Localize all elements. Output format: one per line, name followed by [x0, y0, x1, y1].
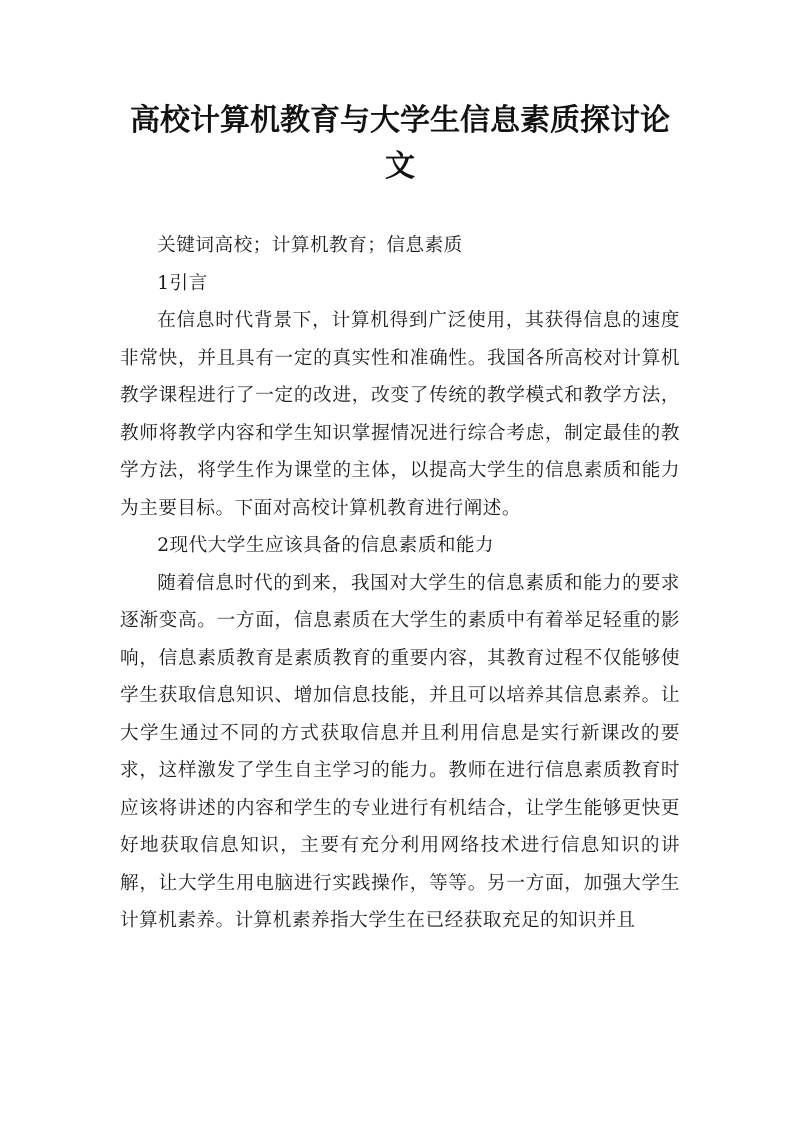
document-title: 高校计算机教育与大学生信息素质探讨论文 — [130, 103, 670, 184]
document-body — [120, 227, 680, 940]
section-1-heading: 1引言 — [157, 272, 208, 294]
section-2-paragraph: 随着信息时代的到来，我国对大学生的信息素质和能力的要求逐渐变高。一方面，信息素质在大学生的素质中有着举足轻重的影响，信息素质教育是素质教育的重要内容，其教育过程不仅能够使学生获取信息知识、增加信息技能，并且可以培养其信息素养。让大学生通过不同的方式获取信息并且利用信息是实行新课改的要求，这样激发了学生自主学习的能力。教师在进行信息素质教育时应该将讲述的内容和学生的专业进行有机结合，让学生能够更快更好地获取信息知识，主要有充分利用网络技术进行信息知识的讲解，让大学生用电脑进行实践操作，等等。另一方面，加强大学生计算机素养。计算机素养指大学生在已经获取充足的知识并且 — [120, 572, 680, 931]
keywords-line: 关键词高校；计算机教育；信息素质 — [157, 235, 463, 256]
section-1-paragraph: 在信息时代背景下，计算机得到广泛使用，其获得信息的速度非常快，并且具有一定的真实性和准确性。我国各所高校对计算机教学课程进行了一定的改进，改变了传统的教学模式和教学方法，教师将教学内容和学生知识掌握情况进行综合考虑，制定最佳的教学方法，将学生作为课堂的主体，以提高大学生的信息素质和能力为主要目标。下面对高校计算机教育进行阐述。 — [120, 310, 680, 519]
section-2-heading: 2现代大学生应该具备的信息素质和能力 — [157, 535, 495, 556]
